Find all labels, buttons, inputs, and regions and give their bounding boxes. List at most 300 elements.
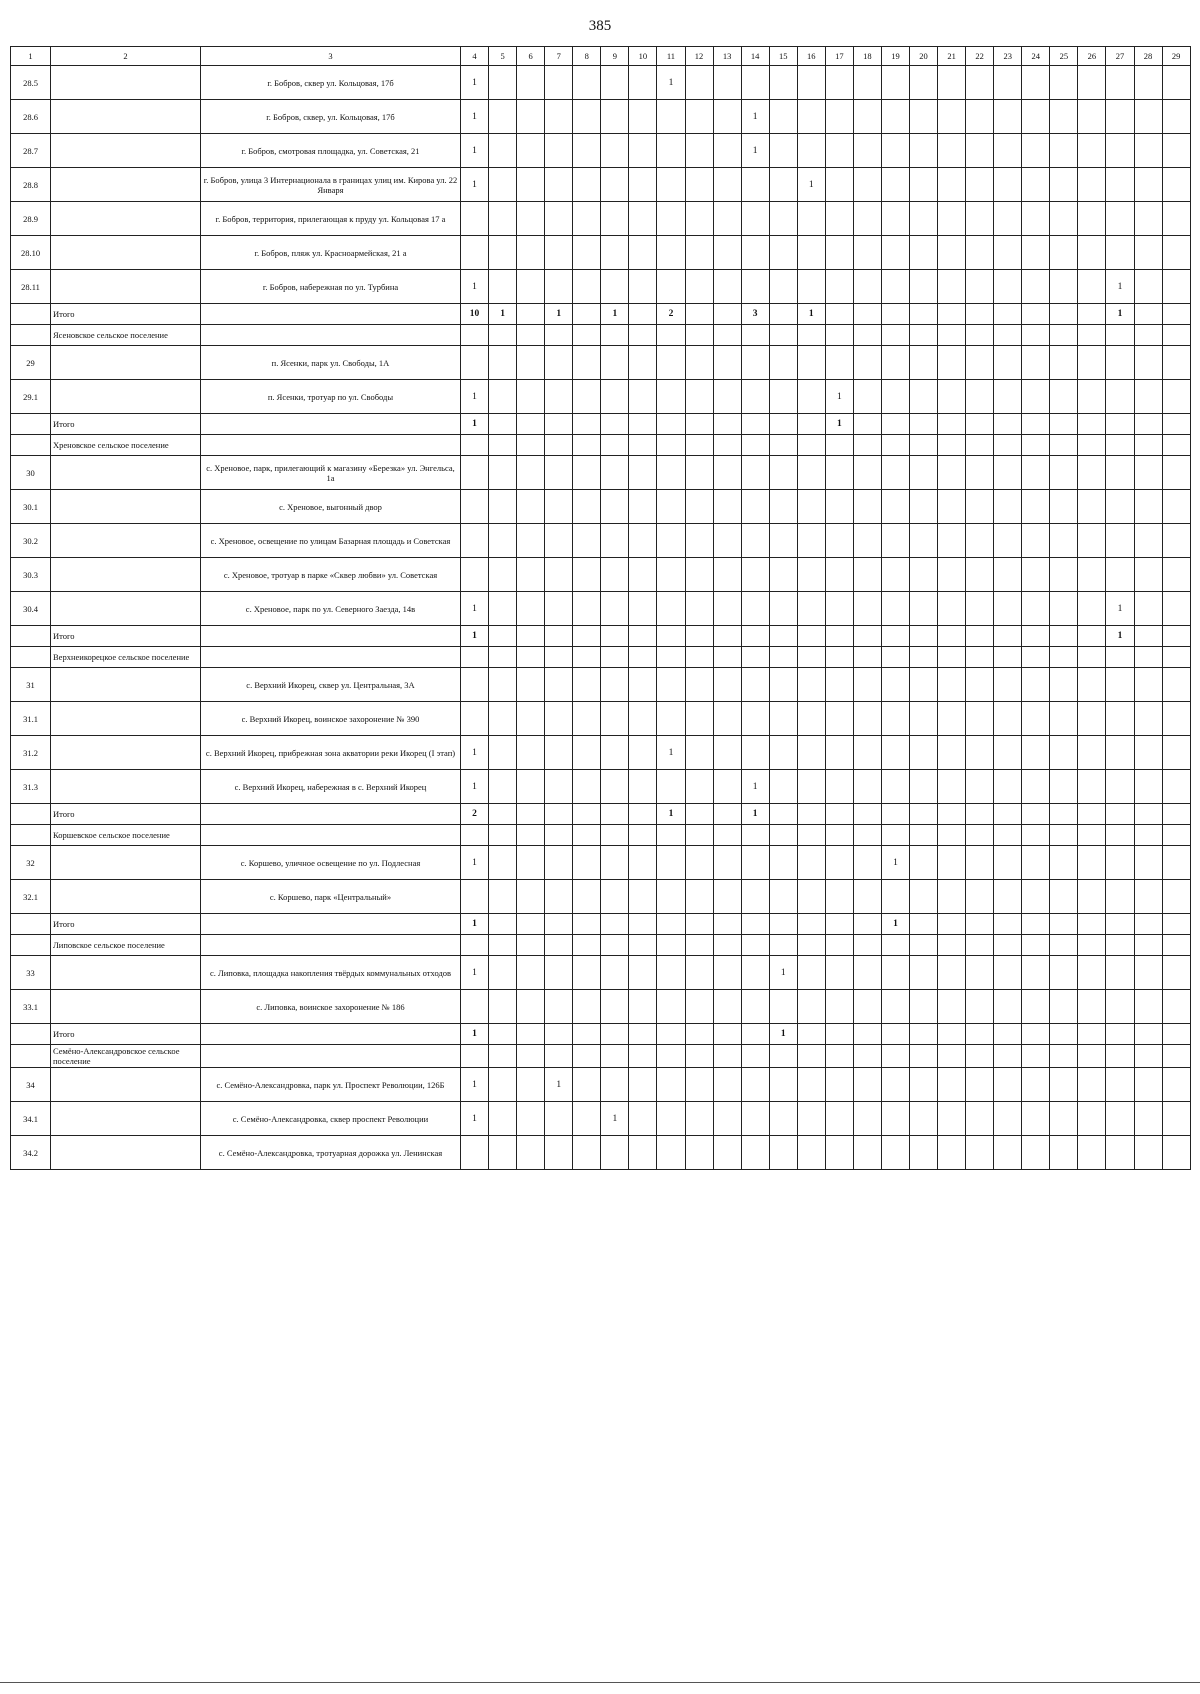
value-cell-col-6 (517, 647, 545, 668)
value-cell-col-7 (545, 736, 573, 770)
value-cell-col-8 (573, 668, 601, 702)
row-number-cell: 31.3 (11, 770, 51, 804)
value-cell-col-9: 1 (601, 1102, 629, 1136)
value-cell-col-14 (741, 435, 769, 456)
value-cell-col-7 (545, 626, 573, 647)
value-cell-col-14 (741, 668, 769, 702)
settlement-cell: Верхнеикорецкое сельское поселение (51, 647, 201, 668)
value-cell-col-15 (769, 1045, 797, 1068)
value-cell-col-24 (1022, 325, 1050, 346)
column-number-18: 18 (853, 47, 881, 66)
value-cell-col-6 (517, 770, 545, 804)
value-cell-col-15 (769, 770, 797, 804)
value-cell-col-7 (545, 956, 573, 990)
value-cell-col-26 (1078, 770, 1106, 804)
value-cell-col-11 (657, 825, 685, 846)
value-cell-col-26 (1078, 956, 1106, 990)
value-cell-col-6 (517, 1102, 545, 1136)
value-cell-col-20 (910, 825, 938, 846)
value-cell-col-18 (853, 558, 881, 592)
column-number-24: 24 (1022, 47, 1050, 66)
settlement-cell (51, 846, 201, 880)
value-cell-col-18 (853, 825, 881, 846)
value-cell-col-12 (685, 668, 713, 702)
settlement-row (11, 935, 1191, 956)
value-cell-col-9 (601, 626, 629, 647)
value-cell-col-7 (545, 825, 573, 846)
value-cell-col-29 (1162, 1045, 1190, 1068)
table-row (11, 592, 1191, 626)
value-cell-col-8 (573, 1045, 601, 1068)
value-cell-col-12 (685, 626, 713, 647)
value-cell-col-16 (797, 270, 825, 304)
value-cell-col-5 (489, 880, 517, 914)
value-cell-col-12 (685, 168, 713, 202)
value-cell-col-23 (994, 1102, 1022, 1136)
value-cell-col-9 (601, 880, 629, 914)
value-cell-col-25 (1050, 524, 1078, 558)
value-cell-col-6 (517, 914, 545, 935)
value-cell-col-21 (938, 592, 966, 626)
value-cell-col-15 (769, 935, 797, 956)
settlement-row (11, 647, 1191, 668)
value-cell-col-10 (629, 100, 657, 134)
value-cell-col-8 (573, 558, 601, 592)
value-cell-col-18 (853, 770, 881, 804)
value-cell-col-19 (881, 325, 909, 346)
value-cell-col-25 (1050, 202, 1078, 236)
value-cell-col-5 (489, 380, 517, 414)
value-cell-col-6 (517, 846, 545, 880)
row-number-cell: 28.7 (11, 134, 51, 168)
value-cell-col-7 (545, 592, 573, 626)
row-number-cell: 31.1 (11, 702, 51, 736)
value-cell-col-16 (797, 134, 825, 168)
value-cell-col-25 (1050, 956, 1078, 990)
value-cell-col-8 (573, 825, 601, 846)
settlement-cell: Итого (51, 304, 201, 325)
value-cell-col-17 (825, 668, 853, 702)
value-cell-col-19 (881, 825, 909, 846)
value-cell-col-11 (657, 990, 685, 1024)
value-cell-col-15: 1 (769, 956, 797, 990)
table-row (11, 736, 1191, 770)
value-cell-col-26 (1078, 66, 1106, 100)
total-row (11, 304, 1191, 325)
value-cell-col-29 (1162, 846, 1190, 880)
value-cell-col-16 (797, 770, 825, 804)
value-cell-col-13 (713, 558, 741, 592)
value-cell-col-27 (1106, 414, 1134, 435)
value-cell-col-12 (685, 304, 713, 325)
value-cell-col-19 (881, 304, 909, 325)
value-cell-col-28 (1134, 1068, 1162, 1102)
value-cell-col-27 (1106, 435, 1134, 456)
value-cell-col-8 (573, 990, 601, 1024)
value-cell-col-16 (797, 914, 825, 935)
value-cell-col-6 (517, 990, 545, 1024)
value-cell-col-11 (657, 1102, 685, 1136)
value-cell-col-21 (938, 414, 966, 435)
value-cell-col-22 (966, 668, 994, 702)
settlement-cell (51, 490, 201, 524)
value-cell-col-29 (1162, 935, 1190, 956)
value-cell-col-9 (601, 935, 629, 956)
value-cell-col-24 (1022, 270, 1050, 304)
value-cell-col-7 (545, 846, 573, 880)
value-cell-col-21 (938, 702, 966, 736)
value-cell-col-14 (741, 956, 769, 990)
value-cell-col-10 (629, 770, 657, 804)
value-cell-col-22 (966, 804, 994, 825)
value-cell-col-5 (489, 1045, 517, 1068)
value-cell-col-11 (657, 956, 685, 990)
value-cell-col-14 (741, 990, 769, 1024)
value-cell-col-9 (601, 380, 629, 414)
value-cell-col-11 (657, 935, 685, 956)
value-cell-col-22 (966, 1102, 994, 1136)
column-number-7: 7 (545, 47, 573, 66)
value-cell-col-24 (1022, 804, 1050, 825)
value-cell-col-11 (657, 490, 685, 524)
value-cell-col-24 (1022, 168, 1050, 202)
value-cell-col-24 (1022, 380, 1050, 414)
value-cell-col-16 (797, 1045, 825, 1068)
value-cell-col-26 (1078, 1102, 1106, 1136)
value-cell-col-9 (601, 524, 629, 558)
location-cell: с. Семёно-Александровка, тротуарная дорожка ул. Ленинская (201, 1136, 461, 1170)
value-cell-col-6 (517, 435, 545, 456)
value-cell-col-12 (685, 956, 713, 990)
value-cell-col-26 (1078, 304, 1106, 325)
value-cell-col-27 (1106, 880, 1134, 914)
value-cell-col-28 (1134, 647, 1162, 668)
value-cell-col-13 (713, 990, 741, 1024)
value-cell-col-26 (1078, 1024, 1106, 1045)
value-cell-col-18 (853, 325, 881, 346)
row-number-cell: 28.11 (11, 270, 51, 304)
value-cell-col-22 (966, 626, 994, 647)
value-cell-col-24 (1022, 1068, 1050, 1102)
value-cell-col-6 (517, 414, 545, 435)
value-cell-col-10 (629, 304, 657, 325)
value-cell-col-6 (517, 202, 545, 236)
value-cell-col-15 (769, 846, 797, 880)
value-cell-col-20 (910, 647, 938, 668)
value-cell-col-12 (685, 134, 713, 168)
value-cell-col-26 (1078, 825, 1106, 846)
value-cell-col-4: 1 (461, 414, 489, 435)
value-cell-col-20 (910, 668, 938, 702)
value-cell-col-16: 1 (797, 304, 825, 325)
value-cell-col-5 (489, 770, 517, 804)
value-cell-col-11 (657, 270, 685, 304)
value-cell-col-28 (1134, 304, 1162, 325)
value-cell-col-25 (1050, 456, 1078, 490)
value-cell-col-17 (825, 956, 853, 990)
value-cell-col-27 (1106, 647, 1134, 668)
location-cell: г. Бобров, сквер ул. Кольцовая, 17б (201, 66, 461, 100)
value-cell-col-11 (657, 668, 685, 702)
value-cell-col-12 (685, 236, 713, 270)
value-cell-col-17 (825, 702, 853, 736)
value-cell-col-15 (769, 456, 797, 490)
value-cell-col-13 (713, 647, 741, 668)
value-cell-col-16 (797, 346, 825, 380)
value-cell-col-7 (545, 202, 573, 236)
value-cell-col-21 (938, 325, 966, 346)
value-cell-col-23 (994, 1068, 1022, 1102)
value-cell-col-9 (601, 1136, 629, 1170)
value-cell-col-25 (1050, 770, 1078, 804)
value-cell-col-25 (1050, 435, 1078, 456)
value-cell-col-14 (741, 456, 769, 490)
value-cell-col-11 (657, 1024, 685, 1045)
value-cell-col-4: 1 (461, 134, 489, 168)
value-cell-col-18 (853, 1045, 881, 1068)
value-cell-col-10 (629, 990, 657, 1024)
table-row (11, 846, 1191, 880)
value-cell-col-15 (769, 1102, 797, 1136)
value-cell-col-11: 1 (657, 804, 685, 825)
location-cell: с. Хреновое, парк по ул. Северного Заезда, 14в (201, 592, 461, 626)
value-cell-col-14: 1 (741, 804, 769, 825)
value-cell-col-14 (741, 325, 769, 346)
column-number-17: 17 (825, 47, 853, 66)
value-cell-col-18 (853, 202, 881, 236)
value-cell-col-9 (601, 456, 629, 490)
value-cell-col-22 (966, 770, 994, 804)
row-number-cell: 32.1 (11, 880, 51, 914)
value-cell-col-5 (489, 736, 517, 770)
value-cell-col-25 (1050, 414, 1078, 435)
value-cell-col-4: 1 (461, 380, 489, 414)
value-cell-col-28 (1134, 325, 1162, 346)
value-cell-col-24 (1022, 134, 1050, 168)
value-cell-col-29 (1162, 770, 1190, 804)
value-cell-col-14 (741, 592, 769, 626)
value-cell-col-9 (601, 1045, 629, 1068)
value-cell-col-16 (797, 236, 825, 270)
value-cell-col-26 (1078, 490, 1106, 524)
value-cell-col-29 (1162, 202, 1190, 236)
value-cell-col-11: 1 (657, 736, 685, 770)
location-cell: с. Семёно-Александровка, парк ул. Проспект Революции, 126Б (201, 1068, 461, 1102)
value-cell-col-21 (938, 1068, 966, 1102)
value-cell-col-8 (573, 304, 601, 325)
value-cell-col-10 (629, 880, 657, 914)
value-cell-col-22 (966, 168, 994, 202)
value-cell-col-13 (713, 668, 741, 702)
location-cell (201, 626, 461, 647)
value-cell-col-6 (517, 558, 545, 592)
table-row (11, 346, 1191, 380)
value-cell-col-9 (601, 558, 629, 592)
location-cell (201, 304, 461, 325)
value-cell-col-7 (545, 435, 573, 456)
value-cell-col-4 (461, 202, 489, 236)
value-cell-col-18 (853, 1136, 881, 1170)
column-number-26: 26 (1078, 47, 1106, 66)
value-cell-col-14 (741, 524, 769, 558)
location-cell (201, 1024, 461, 1045)
value-cell-col-9 (601, 490, 629, 524)
value-cell-col-25 (1050, 380, 1078, 414)
value-cell-col-16 (797, 456, 825, 490)
value-cell-col-28 (1134, 592, 1162, 626)
value-cell-col-15 (769, 304, 797, 325)
value-cell-col-29 (1162, 990, 1190, 1024)
value-cell-col-28 (1134, 66, 1162, 100)
value-cell-col-23 (994, 770, 1022, 804)
value-cell-col-27 (1106, 380, 1134, 414)
value-cell-col-18 (853, 956, 881, 990)
value-cell-col-28 (1134, 380, 1162, 414)
value-cell-col-8 (573, 880, 601, 914)
settlement-cell (51, 668, 201, 702)
column-number-12: 12 (685, 47, 713, 66)
value-cell-col-15 (769, 668, 797, 702)
value-cell-col-23 (994, 990, 1022, 1024)
value-cell-col-22 (966, 435, 994, 456)
value-cell-col-12 (685, 770, 713, 804)
location-cell: п. Ясенки, тротуар по ул. Свободы (201, 380, 461, 414)
value-cell-col-16 (797, 325, 825, 346)
value-cell-col-20 (910, 990, 938, 1024)
value-cell-col-9 (601, 414, 629, 435)
value-cell-col-21 (938, 626, 966, 647)
value-cell-col-25 (1050, 558, 1078, 592)
value-cell-col-9 (601, 668, 629, 702)
value-cell-col-21 (938, 202, 966, 236)
value-cell-col-19 (881, 1136, 909, 1170)
value-cell-col-23 (994, 1024, 1022, 1045)
table-body (11, 66, 1191, 1170)
value-cell-col-19 (881, 456, 909, 490)
value-cell-col-25 (1050, 66, 1078, 100)
value-cell-col-12 (685, 990, 713, 1024)
value-cell-col-26 (1078, 592, 1106, 626)
value-cell-col-7 (545, 414, 573, 435)
value-cell-col-14 (741, 414, 769, 435)
value-cell-col-17 (825, 846, 853, 880)
value-cell-col-22 (966, 1045, 994, 1068)
value-cell-col-13 (713, 325, 741, 346)
value-cell-col-6 (517, 456, 545, 490)
value-cell-col-5 (489, 702, 517, 736)
value-cell-col-4 (461, 346, 489, 380)
value-cell-col-24 (1022, 524, 1050, 558)
value-cell-col-16 (797, 647, 825, 668)
value-cell-col-27 (1106, 1136, 1134, 1170)
value-cell-col-15 (769, 1068, 797, 1102)
table-row (11, 380, 1191, 414)
row-number-cell (11, 804, 51, 825)
value-cell-col-29 (1162, 804, 1190, 825)
value-cell-col-23 (994, 325, 1022, 346)
value-cell-col-25 (1050, 1068, 1078, 1102)
value-cell-col-10 (629, 325, 657, 346)
value-cell-col-26 (1078, 1136, 1106, 1170)
value-cell-col-7 (545, 236, 573, 270)
value-cell-col-9 (601, 270, 629, 304)
value-cell-col-18 (853, 304, 881, 325)
value-cell-col-11 (657, 702, 685, 736)
value-cell-col-10 (629, 592, 657, 626)
value-cell-col-10 (629, 346, 657, 380)
total-row (11, 1024, 1191, 1045)
value-cell-col-16 (797, 935, 825, 956)
value-cell-col-27 (1106, 825, 1134, 846)
settlement-cell (51, 380, 201, 414)
value-cell-col-21 (938, 990, 966, 1024)
value-cell-col-18 (853, 804, 881, 825)
value-cell-col-8 (573, 914, 601, 935)
location-cell: г. Бобров, территория, прилегающая к пруду ул. Кольцовая 17 а (201, 202, 461, 236)
value-cell-col-29 (1162, 134, 1190, 168)
value-cell-col-5 (489, 134, 517, 168)
value-cell-col-23 (994, 304, 1022, 325)
column-number-4: 4 (461, 47, 489, 66)
location-cell: с. Верхний Икорец, воинское захоронение № 390 (201, 702, 461, 736)
value-cell-col-11 (657, 168, 685, 202)
value-cell-col-6 (517, 736, 545, 770)
value-cell-col-22 (966, 1068, 994, 1102)
column-number-10: 10 (629, 47, 657, 66)
value-cell-col-26 (1078, 236, 1106, 270)
settlement-cell (51, 592, 201, 626)
table-row (11, 524, 1191, 558)
value-cell-col-5 (489, 626, 517, 647)
value-cell-col-21 (938, 490, 966, 524)
value-cell-col-29 (1162, 647, 1190, 668)
value-cell-col-23 (994, 380, 1022, 414)
value-cell-col-16 (797, 66, 825, 100)
location-cell (201, 647, 461, 668)
value-cell-col-17 (825, 558, 853, 592)
location-cell: г. Бобров, пляж ул. Красноармейская, 21 а (201, 236, 461, 270)
value-cell-col-16 (797, 202, 825, 236)
value-cell-col-4 (461, 325, 489, 346)
value-cell-col-26 (1078, 846, 1106, 880)
value-cell-col-13 (713, 134, 741, 168)
value-cell-col-14 (741, 825, 769, 846)
value-cell-col-25 (1050, 935, 1078, 956)
value-cell-col-12 (685, 202, 713, 236)
settlement-cell: Итого (51, 1024, 201, 1045)
value-cell-col-22 (966, 490, 994, 524)
value-cell-col-20 (910, 1102, 938, 1136)
value-cell-col-18 (853, 1068, 881, 1102)
value-cell-col-18 (853, 736, 881, 770)
value-cell-col-19: 1 (881, 914, 909, 935)
value-cell-col-4 (461, 880, 489, 914)
value-cell-col-27 (1106, 346, 1134, 380)
value-cell-col-22 (966, 914, 994, 935)
value-cell-col-14 (741, 880, 769, 914)
value-cell-col-11 (657, 380, 685, 414)
value-cell-col-23 (994, 736, 1022, 770)
value-cell-col-19 (881, 100, 909, 134)
value-cell-col-20 (910, 880, 938, 914)
value-cell-col-15 (769, 914, 797, 935)
value-cell-col-24 (1022, 346, 1050, 380)
value-cell-col-10 (629, 168, 657, 202)
value-cell-col-24 (1022, 456, 1050, 490)
location-cell: г. Бобров, улица 3 Интернационала в границах улиц им. Кирова ул. 22 Января (201, 168, 461, 202)
value-cell-col-17 (825, 647, 853, 668)
value-cell-col-28 (1134, 524, 1162, 558)
